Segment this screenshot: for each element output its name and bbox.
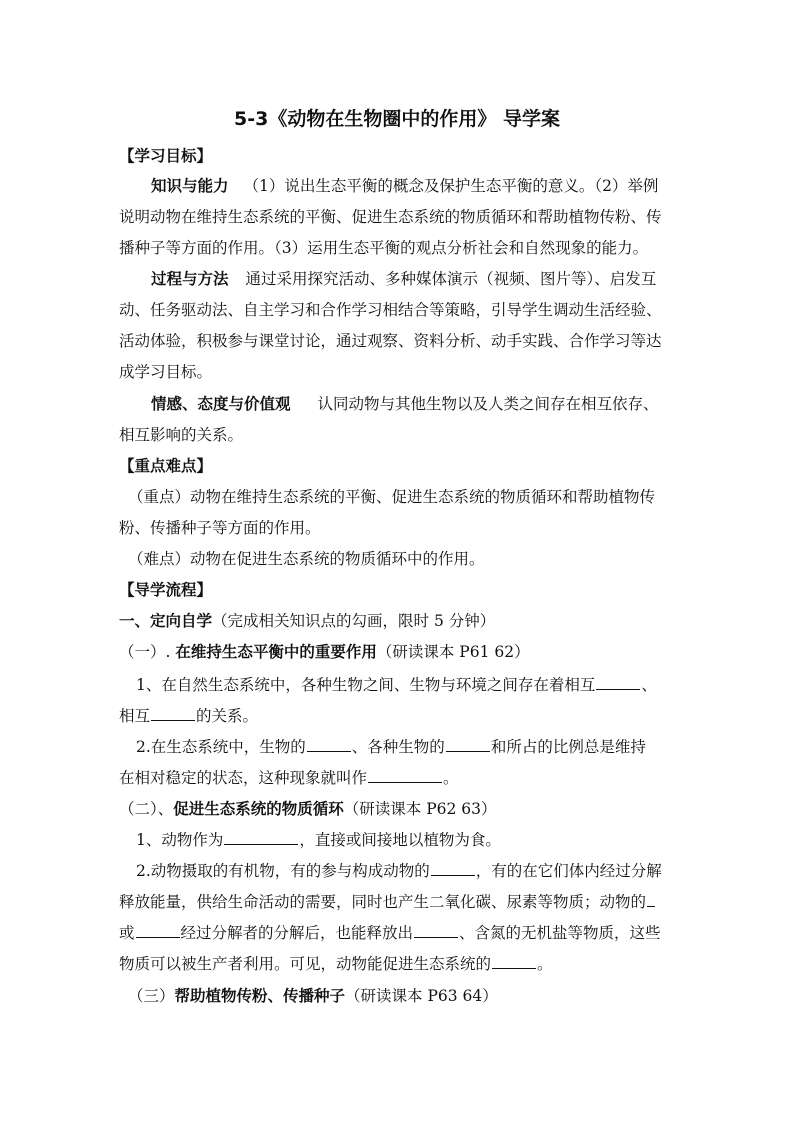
- knowledge-line-2: 说明动物在维持生态系统的平衡、促进生态系统的物质循环和帮助植物传粉、传: [119, 208, 662, 226]
- document-title: 5-3《动物在生物圈中的作用》 导学案: [234, 108, 560, 130]
- subsection-2-ref: （研读课本 P62 63）: [343, 800, 497, 818]
- subsection-1-prefix: （一）.: [119, 643, 176, 661]
- question-4-text-c: 释放能量，供给生命活动的需要，同时也产生二氧化碳、尿素等物质；动物的: [119, 893, 647, 911]
- attitude-line-1: [151, 394, 658, 414]
- section-1-note: （完成相关知识点的勾画，限时 5 分钟）: [212, 612, 496, 630]
- question-3-text-b: ，直接或间接地以植物为食。: [299, 831, 501, 849]
- attitude-label: 情感、态度与价值观: [151, 395, 291, 413]
- key-points-heading: 【重点难点】: [119, 457, 213, 475]
- question-2-text-a: 2.在生态系统中，生物的: [136, 738, 306, 756]
- knowledge-text-1: （1）说出生态平衡的概念及保护生态平衡的意义。（2）举例: [243, 177, 659, 195]
- subsection-3-label: 帮助植物传粉、传播种子: [174, 987, 346, 1005]
- knowledge-label: 知识与能力: [151, 177, 229, 195]
- subsection-3-line: [128, 986, 498, 1006]
- process-line-3: 活动体验，积极参与课堂讨论，通过观察、资料分析、动手实践、合作学习等达: [119, 332, 662, 350]
- question-2-line-1: [136, 737, 646, 757]
- section-1-label: 一、定向自学: [119, 612, 213, 630]
- fill-blank[interactable]: [414, 923, 458, 938]
- fill-blank[interactable]: [596, 675, 640, 690]
- attitude-text-1: 认同动物与其他生物以及人类之间存在相互依存、: [317, 395, 659, 413]
- key-point-line-2: 粉、传播种子等方面的作用。: [119, 519, 321, 537]
- question-2-text-c: 和所占的比例总是维持: [490, 738, 646, 756]
- process-line-1: [151, 269, 656, 289]
- question-1-text-d: 的关系。: [196, 707, 259, 725]
- flow-heading: 【导学流程】: [119, 581, 213, 599]
- question-4-line-3: [119, 923, 661, 943]
- question-4-text-a: 2.动物摄取的有机物，有的参与构成动物的: [136, 862, 430, 880]
- subsection-2-label: 促进生态系统的物质循环: [173, 800, 344, 818]
- attitude-line-2: 相互影响的关系。: [119, 426, 244, 444]
- question-4-text-g: 物质可以被生产者利用。可见，动物能促进生态系统的: [119, 955, 492, 973]
- process-line-2: 动、任务驱动法、自主学习和合作学习相结合等策略，引导学生调动生活经验、: [119, 301, 662, 319]
- process-text-1: 通过采用探究活动、多种媒体演示（视频、图片等）、启发互: [245, 270, 657, 288]
- question-3-text-a: 1、动物作为: [136, 831, 224, 849]
- subsection-1-ref: （研读课本 P61 62）: [376, 643, 530, 661]
- question-2-text-d: 在相对稳定的状态，这种现象就叫作: [119, 769, 368, 787]
- fill-blank[interactable]: [151, 706, 195, 721]
- subsection-2-line: [119, 799, 497, 819]
- fill-blank[interactable]: [647, 892, 655, 907]
- question-4-text-e: 经过分解者的分解后，也能释放出: [180, 924, 414, 942]
- subsection-3-prefix: （三）: [128, 987, 175, 1005]
- subsection-2-prefix: （二）、: [119, 800, 174, 818]
- subsection-3-ref: （研读课本 P63 64）: [345, 987, 498, 1005]
- objectives-heading: 【学习目标】: [119, 147, 213, 165]
- question-4-line-1: [136, 861, 662, 881]
- question-1-text-c: 相互: [119, 707, 151, 725]
- question-4-text-h: 。: [537, 955, 553, 973]
- question-3-line: [136, 830, 501, 850]
- key-point-line-1: （重点）动物在维持生态系统的平衡、促进生态系统的物质循环和帮助植物传: [128, 488, 656, 506]
- section-1-line: [119, 611, 495, 631]
- question-4-line-4: [119, 954, 553, 974]
- fill-blank[interactable]: [368, 768, 442, 783]
- subsection-1-label: 在维持生态平衡中的重要作用: [175, 643, 377, 661]
- question-4-text-d: 或: [119, 924, 135, 942]
- question-1-text-b: 、: [641, 676, 657, 694]
- question-1-line-2: [119, 706, 258, 726]
- fill-blank[interactable]: [136, 923, 180, 938]
- question-4-line-2: [119, 892, 656, 912]
- fill-blank[interactable]: [446, 737, 490, 752]
- fill-blank[interactable]: [492, 954, 536, 969]
- question-2-line-2: [119, 768, 459, 788]
- subsection-1-line: [119, 642, 530, 662]
- difficult-point: （难点）动物在促进生态系统的物质循环中的作用。: [128, 550, 485, 568]
- question-1-text-a: 1、在自然生态系统中，各种生物之间、生物与环境之间存在着相互: [136, 676, 596, 694]
- process-line-4: 成学习目标。: [119, 363, 213, 381]
- fill-blank[interactable]: [431, 861, 475, 876]
- question-4-text-b: ，有的在它们体内经过分解: [475, 862, 662, 880]
- question-1-line-1: [136, 675, 657, 695]
- question-2-text-b: 、各种生物的: [351, 738, 445, 756]
- fill-blank[interactable]: [224, 830, 298, 845]
- question-4-text-f: 、含氮的无机盐等物质，这些: [459, 924, 661, 942]
- knowledge-line-1: [151, 176, 658, 196]
- question-2-text-e: 。: [443, 769, 459, 787]
- fill-blank[interactable]: [307, 737, 351, 752]
- knowledge-line-3: 播种子等方面的作用。（3）运用生态平衡的观点分析社会和自然现象的能力。: [119, 239, 649, 257]
- process-label: 过程与方法: [151, 270, 229, 288]
